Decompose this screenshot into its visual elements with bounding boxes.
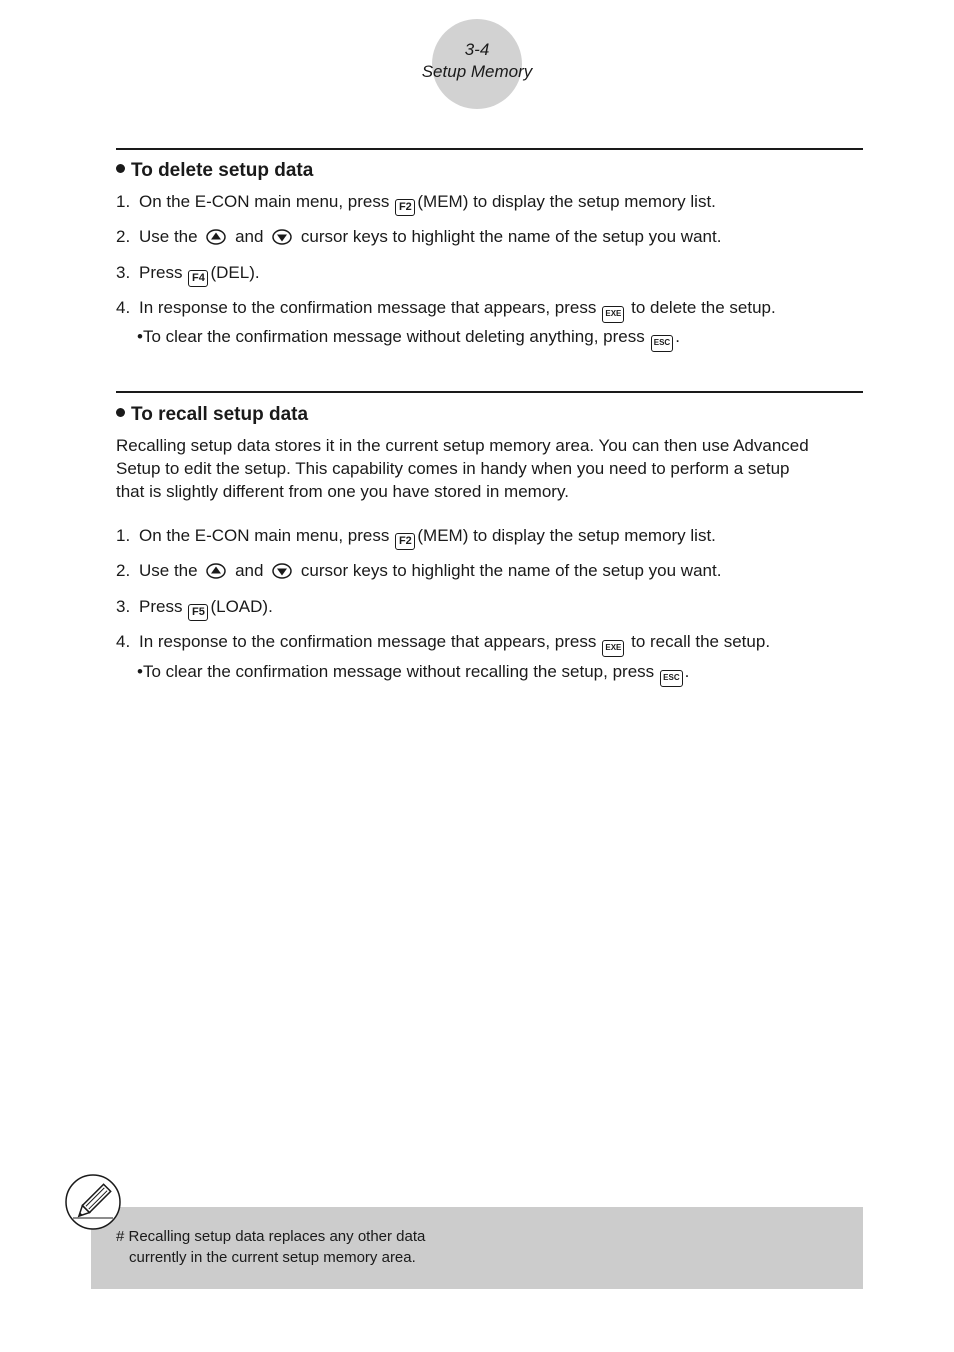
step-number: 1. [116, 526, 131, 545]
step-text: In response to the confirmation message that appears, press [139, 298, 597, 317]
bullet-text: •To clear the confirmation message without deleting anything, press [137, 327, 645, 346]
bullet-dot-icon [116, 408, 125, 417]
step-text: and [235, 227, 264, 246]
step-text: (DEL). [210, 263, 260, 282]
delete-bullet [137, 327, 680, 352]
step-number: 4. [116, 298, 131, 317]
cursor-down-key-icon [272, 563, 292, 579]
page-number: 3-4 [464, 40, 490, 59]
note-line: # Recalling setup data replaces any other data [116, 1228, 426, 1245]
step-number: 3. [116, 597, 131, 616]
bullet-text: •To clear the confirmation message without recalling the setup, press [137, 662, 655, 681]
esc-key-icon: ESC [651, 335, 673, 352]
recall-heading [116, 404, 308, 426]
step-text: Press [139, 597, 183, 616]
delete-step-4 [116, 298, 776, 323]
cursor-up-key-icon [206, 563, 226, 579]
step-text: to delete the setup. [631, 298, 776, 317]
paragraph-line: that is slightly different from one you have stored in memory. [116, 482, 569, 501]
bullet-text: . [675, 327, 680, 346]
step-number: 2. [116, 227, 131, 246]
step-text: On the E-CON main menu, press [139, 526, 390, 545]
pencil-icon [65, 1174, 121, 1230]
step-text: Use the [139, 561, 198, 580]
step-number: 1. [116, 192, 131, 211]
f2-key-icon: F2 [395, 533, 415, 550]
paragraph-line: Recalling setup data stores it in the current setup memory area. You can then use Advanced [116, 436, 809, 455]
recall-step-4 [116, 632, 770, 657]
recall-step-2 [116, 561, 721, 581]
step-text: to recall the setup. [631, 632, 771, 651]
step-text: (MEM) to display the setup memory list. [417, 526, 716, 545]
delete-heading-text: To delete setup data [131, 160, 314, 181]
bullet-dot-icon [116, 164, 125, 173]
f4-key-icon: F4 [188, 270, 208, 287]
delete-step-2 [116, 227, 721, 247]
f5-key-icon: F5 [188, 604, 208, 621]
recall-step-1 [116, 526, 716, 550]
recall-heading-text: To recall setup data [131, 404, 309, 425]
step-number: 3. [116, 263, 131, 282]
step-text: and [235, 561, 264, 580]
step-text: On the E-CON main menu, press [139, 192, 390, 211]
delete-step-3 [116, 263, 260, 287]
step-number: 2. [116, 561, 131, 580]
exe-key-icon: EXE [602, 306, 624, 323]
cursor-down-key-icon [272, 229, 292, 245]
step-text: (MEM) to display the setup memory list. [417, 192, 716, 211]
recall-paragraph [116, 434, 866, 503]
step-text: cursor keys to highlight the name of the setup you want. [300, 227, 722, 246]
step-number: 4. [116, 632, 131, 651]
step-text: cursor keys to highlight the name of the setup you want. [300, 561, 722, 580]
section-divider [116, 148, 863, 150]
note-box [91, 1207, 863, 1289]
esc-key-icon: ESC [660, 670, 682, 687]
section-divider [116, 391, 863, 393]
bullet-text: . [684, 662, 690, 681]
cursor-up-key-icon [206, 229, 226, 245]
exe-key-icon: EXE [602, 640, 624, 657]
section-title: Setup Memory [421, 62, 533, 81]
delete-heading [116, 160, 313, 182]
step-text: In response to the confirmation message that appears, press [139, 632, 597, 651]
recall-bullet [137, 662, 689, 687]
step-text: Press [139, 263, 183, 282]
note-line: currently in the current setup memory area. [129, 1249, 416, 1266]
paragraph-line: Setup to edit the setup. This capability comes in handy when you need to perform a setup [116, 459, 790, 478]
f2-key-icon: F2 [395, 199, 415, 216]
delete-step-1 [116, 192, 716, 216]
recall-step-3 [116, 597, 273, 621]
step-text: Use the [139, 227, 198, 246]
step-text: (LOAD). [210, 597, 273, 616]
